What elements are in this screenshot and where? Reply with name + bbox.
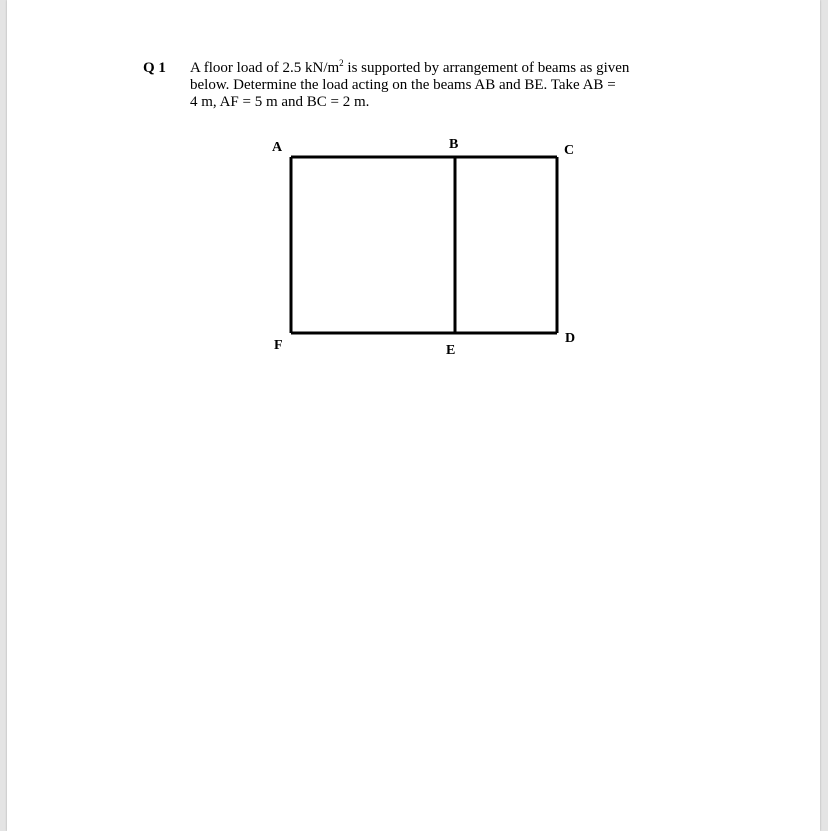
node-label-e: E [446, 343, 456, 358]
node-label-a: A [272, 140, 283, 155]
unit-exponent: 2 [339, 58, 344, 68]
node-label-b: B [449, 137, 459, 152]
question-line-1-start: A floor load of 2.5 kN/m [190, 60, 340, 76]
node-label-f: F [274, 338, 283, 353]
node-label-c: C [564, 143, 575, 158]
node-label-d: D [565, 331, 576, 346]
question-line-3: 4 m, AF = 5 m and BC = 2 m. [190, 94, 370, 110]
question-line-2: below. Determine the load acting on the beams AB and BE. Take AB = [190, 77, 616, 93]
question-line-1-end: is supported by arrangement of beams as given [343, 60, 630, 76]
question-number: Q 1 [143, 60, 166, 76]
